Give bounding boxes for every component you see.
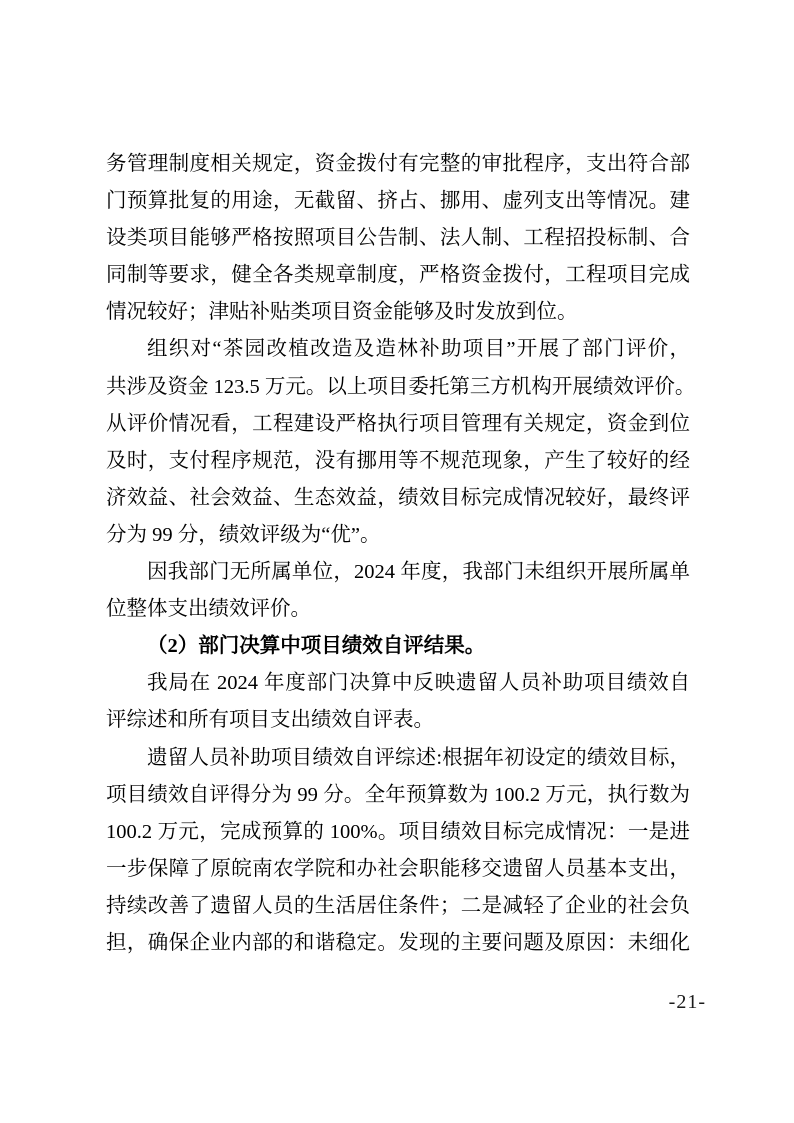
document-line: 济效益、社会效益、生态效益，绩效目标完成情况较好，最终评 xyxy=(106,486,690,509)
document-line: 情况较好；津贴补贴类项目资金能够及时发放到位。 xyxy=(106,301,578,324)
document-line: 位整体支出绩效评价。 xyxy=(106,598,311,621)
document-text-block xyxy=(106,146,696,962)
document-line: 共涉及资金 123.5 万元。以上项目委托第三方机构开展绩效评价。 xyxy=(106,375,696,398)
document-line: 评综述和所有项目支出绩效自评表。 xyxy=(106,709,434,732)
document-line: 门预算批复的用途，无截留、挤占、挪用、虚列支出等情况。建 xyxy=(106,190,690,213)
paragraph xyxy=(106,665,690,739)
document-line: 因我部门无所属单位，2024 年度，我部门未组织开展所属单 xyxy=(147,561,690,584)
paragraph xyxy=(106,628,690,665)
document-line: 同制等要求，健全各类规章制度，严格资金拨付，工程项目完成 xyxy=(106,264,690,287)
document-line: 从评价情况看，工程建设严格执行项目管理有关规定，资金到位 xyxy=(106,412,690,435)
document-line: 担，确保企业内部的和谐稳定。发现的主要问题及原因：未细化 xyxy=(106,931,690,954)
paragraph xyxy=(106,740,690,963)
document-line: 及时，支付程序规范，没有挪用等不规范现象，产生了较好的经 xyxy=(106,449,690,472)
document-line: 我局在 2024 年度部门决算中反映遗留人员补助项目绩效自 xyxy=(147,672,690,695)
document-line: 一步保障了原皖南农学院和办社会职能移交遗留人员基本支出， xyxy=(106,857,690,880)
paragraph xyxy=(106,146,690,331)
section-heading: （2）部门决算中项目绩效自评结果。 xyxy=(147,635,486,658)
document-line: 遗留人员补助项目绩效自评综述:根据年初设定的绩效目标， xyxy=(147,746,690,769)
paragraph xyxy=(106,554,690,628)
document-line: 持续改善了遗留人员的生活居住条件；二是减轻了企业的社会负 xyxy=(106,894,690,917)
document-line: 务管理制度相关规定，资金拨付有完整的审批程序，支出符合部 xyxy=(106,153,690,175)
document-line: 设类项目能够严格按照项目公告制、法人制、工程招投标制、合 xyxy=(106,227,690,250)
document-line: 100.2 万元，完成预算的 100%。项目绩效目标完成情况：一是进 xyxy=(106,820,690,843)
document-line: 组织对“茶园改植改造及造林补助项目”开展了部门评价， xyxy=(147,338,690,361)
page-number: -21- xyxy=(668,991,706,1013)
document-line: 项目绩效自评得分为 99 分。全年预算数为 100.2 万元，执行数为 xyxy=(106,783,690,806)
document-line: 分为 99 分，绩效评级为“优”。 xyxy=(106,523,381,546)
paragraph xyxy=(106,331,696,554)
